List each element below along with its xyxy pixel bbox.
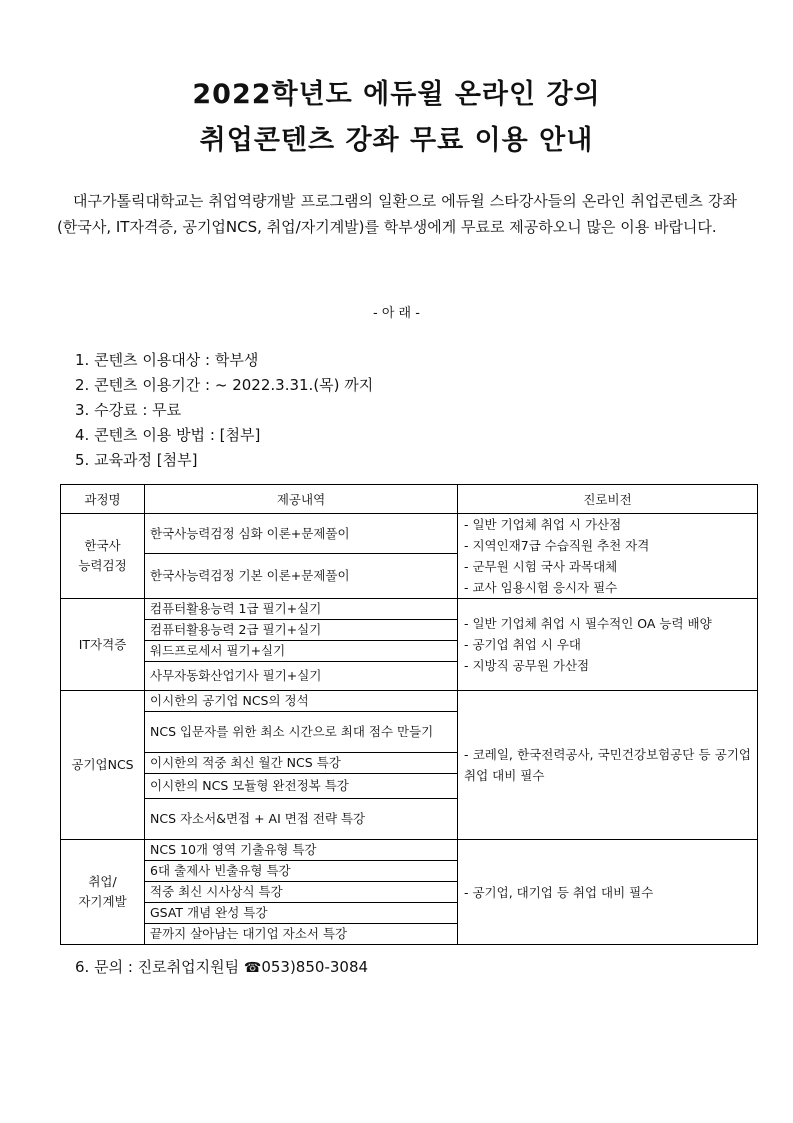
course-cell: 한국사능력검정 심화 이론+문제풀이: [145, 514, 458, 554]
category-cell: 취업/ 자기계발: [61, 840, 145, 945]
course-cell: NCS 자소서&면접 + AI 면접 전략 특강: [145, 799, 458, 840]
category-cell: IT자격증: [61, 599, 145, 691]
course-cell: 적중 최신 시사상식 특강: [145, 882, 458, 903]
contact-label: 6. 문의 : 진로취업지원팀: [75, 958, 240, 976]
course-cell: 6대 출제사 빈출유형 특강: [145, 861, 458, 882]
title-line-1: 2022학년도 에듀윌 온라인 강의: [192, 79, 601, 110]
intro-paragraph: 대구가톨릭대학교는 취업역량개발 프로그램의 일환으로 에듀윌 스타강사들의 온라인 취업콘텐츠 강좌(한국사, IT자격증, 공기업NCS, 취업/자기계발)를 학부생에게 무료로 제공하오니 많은 이용 바랍니다.: [57, 192, 737, 236]
telephone-icon: ☎: [243, 960, 262, 976]
section-separator: - 아 래 -: [373, 306, 420, 321]
info-item-curriculum: 5. 교육과정 [첨부]: [75, 451, 198, 469]
course-cell: 컴퓨터활용능력 1급 필기+실기: [145, 599, 458, 620]
contact-phone: 053)850-3084: [261, 958, 369, 976]
category-cell: 공기업NCS: [61, 691, 145, 840]
info-list: [75, 348, 373, 473]
course-cell: GSAT 개념 완성 특강: [145, 903, 458, 924]
course-cell: 이시한의 공기업 NCS의 정석: [145, 691, 458, 712]
course-cell: 끝까지 살아남는 대기업 자소서 특강: [145, 924, 458, 945]
header-course-name: 과정명: [61, 485, 145, 514]
table-row: [61, 840, 758, 861]
table-row: [61, 691, 758, 712]
course-cell: NCS 10개 영역 기출유형 특강: [145, 840, 458, 861]
info-item-target: 1. 콘텐츠 이용대상 : 학부생: [75, 351, 259, 369]
info-item-fee: 3. 수강료 : 무료: [75, 401, 182, 419]
table-row: [61, 599, 758, 620]
course-cell: 이시한의 NCS 모듈형 완전정복 특강: [145, 774, 458, 799]
title-line-2: 취업콘텐츠 강좌 무료 이용 안내: [199, 125, 594, 156]
vision-cell: - 일반 기업체 취업 시 가산점 - 지역인재7급 수습직원 추천 자격 - 군무원 시험 국사 과목대체 - 교사 임용시험 응시자 필수: [458, 514, 758, 599]
table-row: [61, 514, 758, 554]
curriculum-table: [60, 484, 758, 945]
course-cell: NCS 입문자를 위한 최소 시간으로 최대 점수 만들기: [145, 712, 458, 753]
course-cell: 컴퓨터활용능력 2급 필기+실기: [145, 620, 458, 641]
course-cell: 이시한의 적중 최신 월간 NCS 특강: [145, 753, 458, 774]
table-header-row: [61, 485, 758, 514]
contact-line: [75, 956, 368, 977]
course-cell: 한국사능력검정 기본 이론+문제풀이: [145, 554, 458, 599]
course-cell: 사무자동화산업기사 필기+실기: [145, 662, 458, 691]
vision-cell: - 코레일, 한국전력공사, 국민건강보험공단 등 공기업 취업 대비 필수: [458, 691, 758, 840]
header-content: 제공내역: [145, 485, 458, 514]
course-cell: 워드프로세서 필기+실기: [145, 641, 458, 662]
header-career-vision: 진로비전: [458, 485, 758, 514]
info-item-method: 4. 콘텐츠 이용 방법 : [첨부]: [75, 426, 261, 444]
vision-cell: - 일반 기업체 취업 시 필수적인 OA 능력 배양 - 공기업 취업 시 우대 - 지방직 공무원 가산점: [458, 599, 758, 691]
info-item-period: 2. 콘텐츠 이용기간 : ~ 2022.3.31.(목) 까지: [75, 376, 374, 394]
vision-cell: - 공기업, 대기업 등 취업 대비 필수: [458, 840, 758, 945]
category-cell: 한국사 능력검정: [61, 514, 145, 599]
